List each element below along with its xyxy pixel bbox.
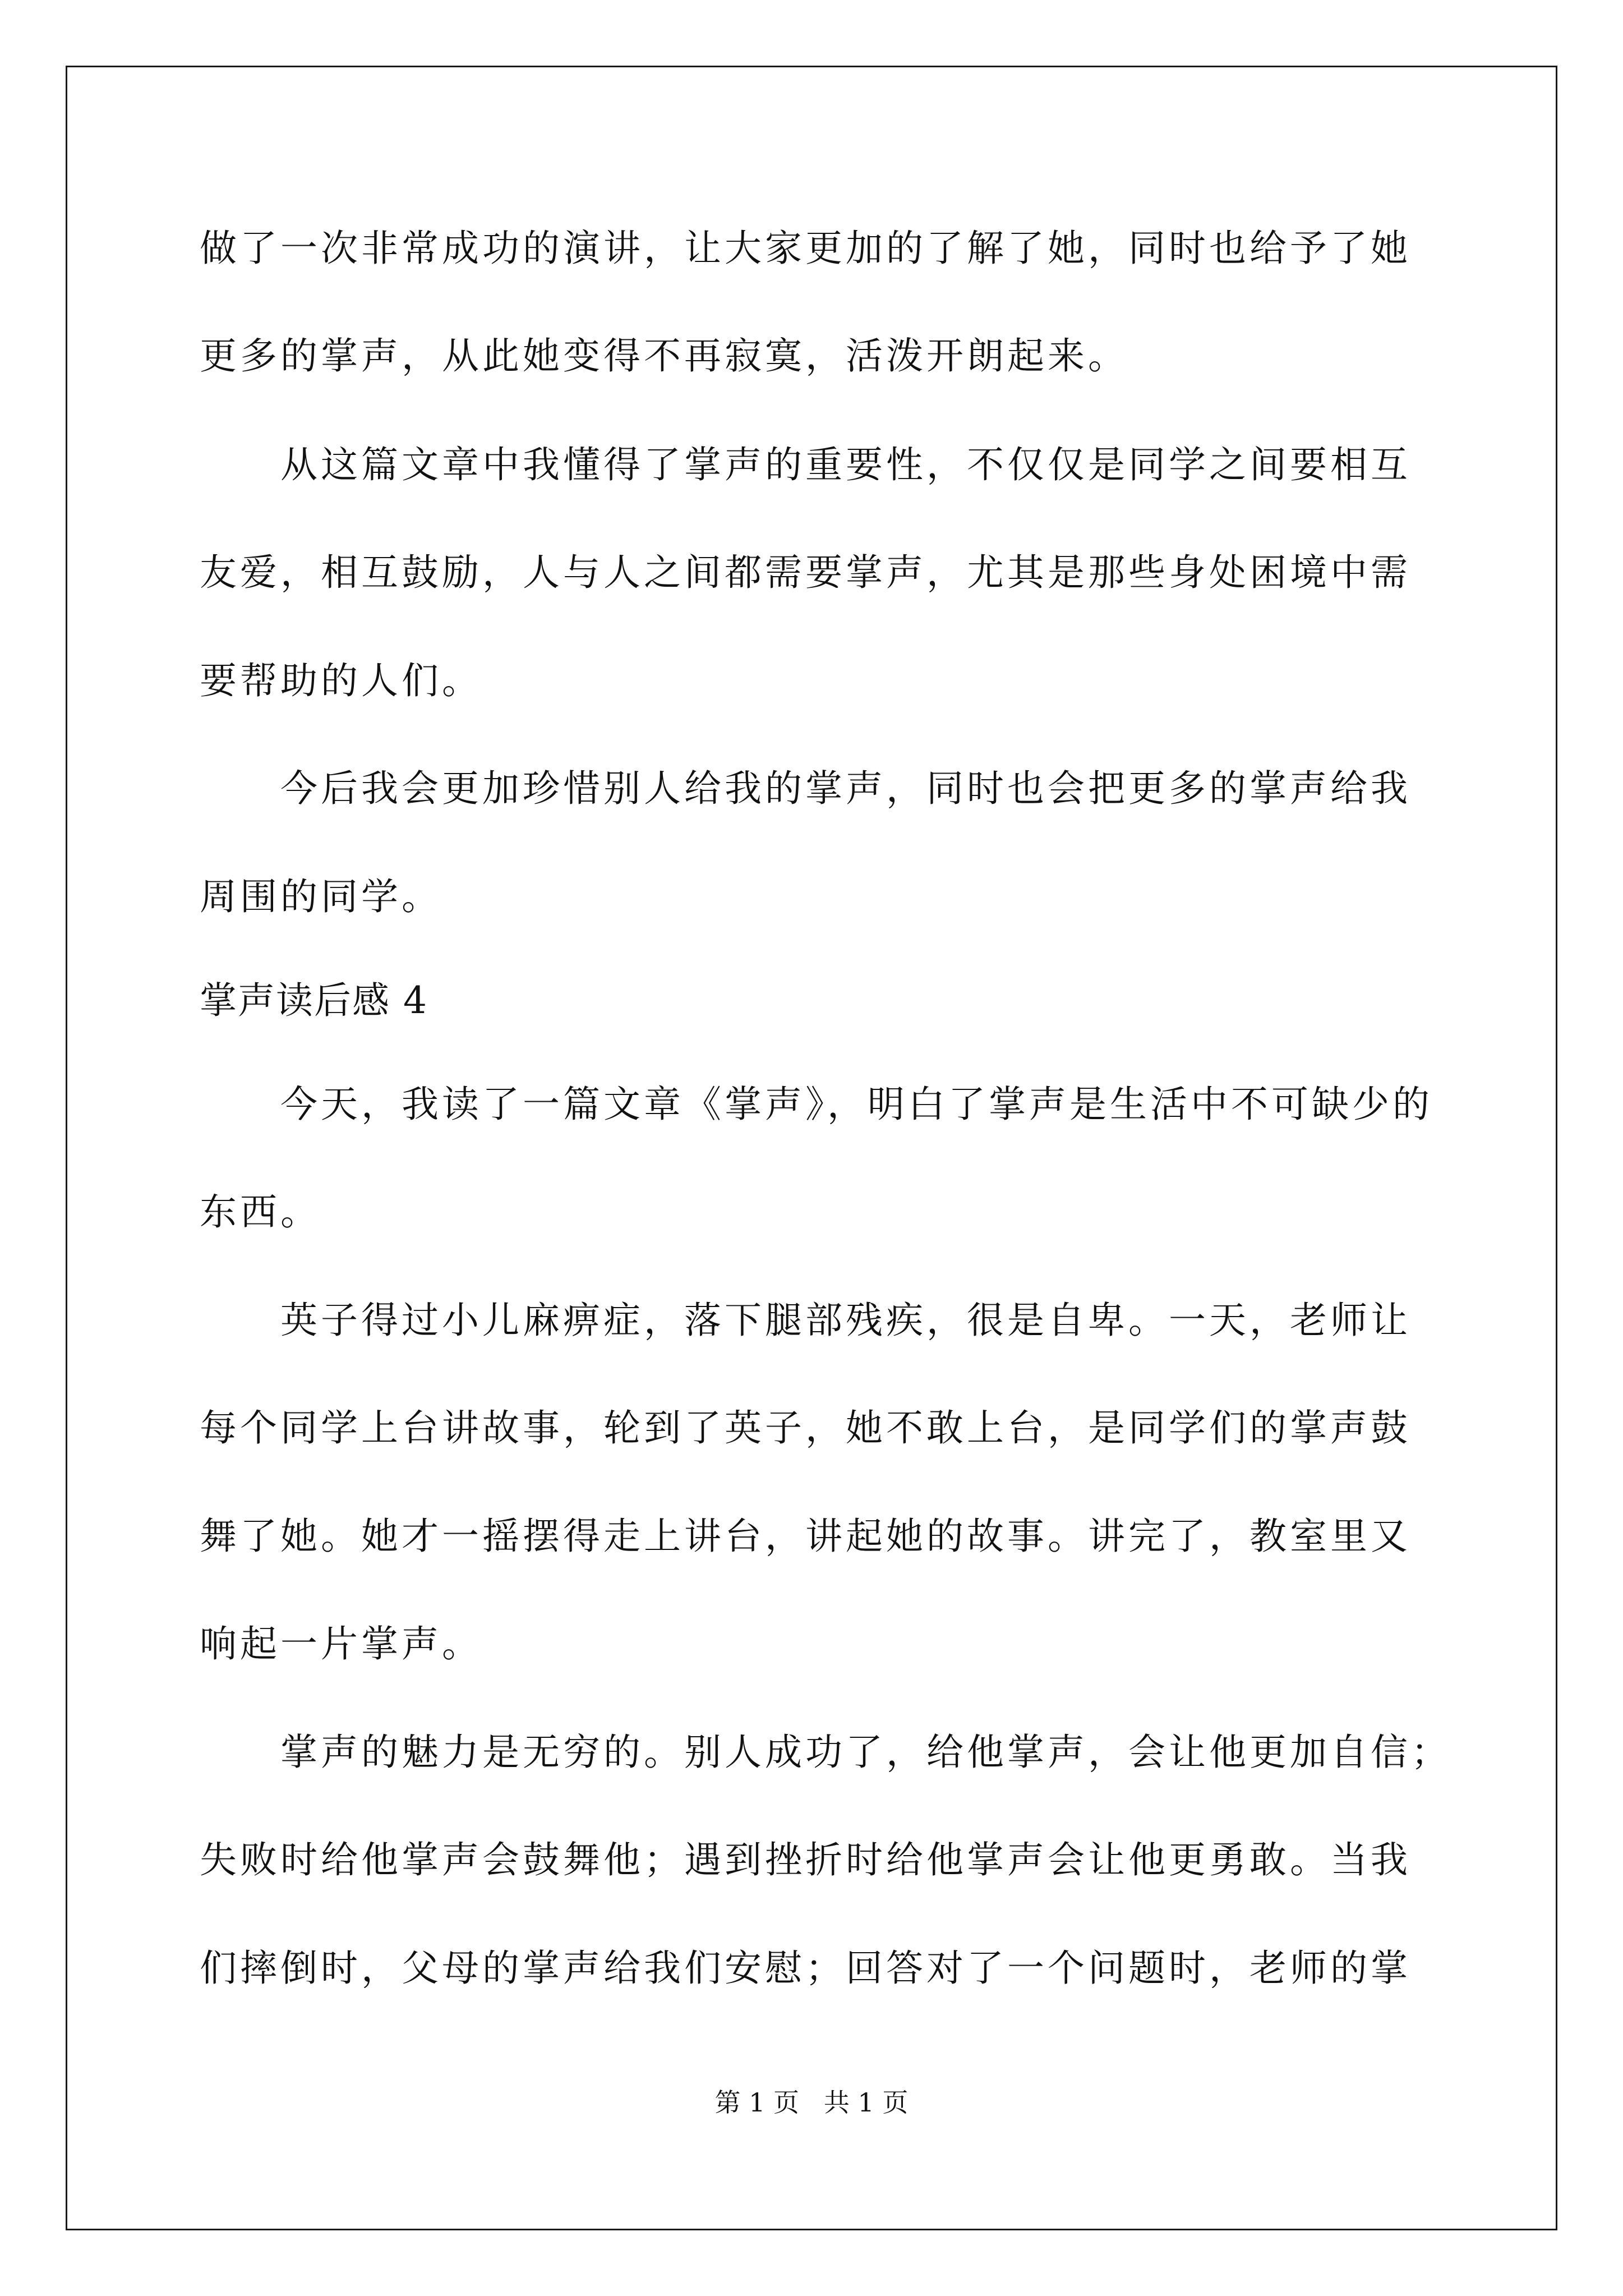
- paragraph-start-line: 今天，我读了一篇文章《掌声》，明白了掌声是生活中不可缺少的: [280, 1083, 1433, 1126]
- text-line: 们摔倒时，父母的掌声给我们安慰；回答对了一个问题时，老师的掌: [200, 1947, 1411, 1990]
- paragraph-start-line: 从这篇文章中我懂得了掌声的重要性，不仅仅是同学之间要相互: [280, 443, 1411, 486]
- section-heading: 掌声读后感 4: [200, 979, 428, 1022]
- paragraph-start-line: 掌声的魅力是无穷的。别人成功了，给他掌声，会让他更加自信；: [280, 1731, 1451, 1774]
- text-line: 更多的掌声，从此她变得不再寂寞，活泼开朗起来。: [200, 334, 1128, 378]
- text-line: 要帮助的人们。: [200, 659, 482, 702]
- page-number: 第 1 页 共 1 页: [714, 2087, 909, 2118]
- text-line: 做了一次非常成功的演讲，让大家更加的了解了她，同时也给予了她: [200, 227, 1411, 270]
- text-line: 东西。: [200, 1190, 321, 1234]
- text-line: 失败时给他掌声会鼓舞他；遇到挫折时给他掌声会让他更勇敢。当我: [200, 1838, 1411, 1881]
- paragraph-start-line: 英子得过小儿麻痹症，落下腿部残疾，很是自卑。一天，老师让: [280, 1299, 1411, 1342]
- text-line: 舞了她。她才一摇摆得走上讲台，讲起她的故事。讲完了，教室里又: [200, 1515, 1411, 1558]
- page-frame: [66, 66, 1557, 2230]
- text-line: 响起一片掌声。: [200, 1622, 482, 1665]
- paragraph-start-line: 今后我会更加珍惜别人给我的掌声，同时也会把更多的掌声给我: [280, 767, 1411, 810]
- text-line: 周围的同学。: [200, 875, 442, 918]
- text-line: 友爱，相互鼓励，人与人之间都需要掌声，尤其是那些身处困境中需: [200, 551, 1411, 594]
- text-line: 每个同学上台讲故事，轮到了英子，她不敢上台，是同学们的掌声鼓: [200, 1406, 1411, 1450]
